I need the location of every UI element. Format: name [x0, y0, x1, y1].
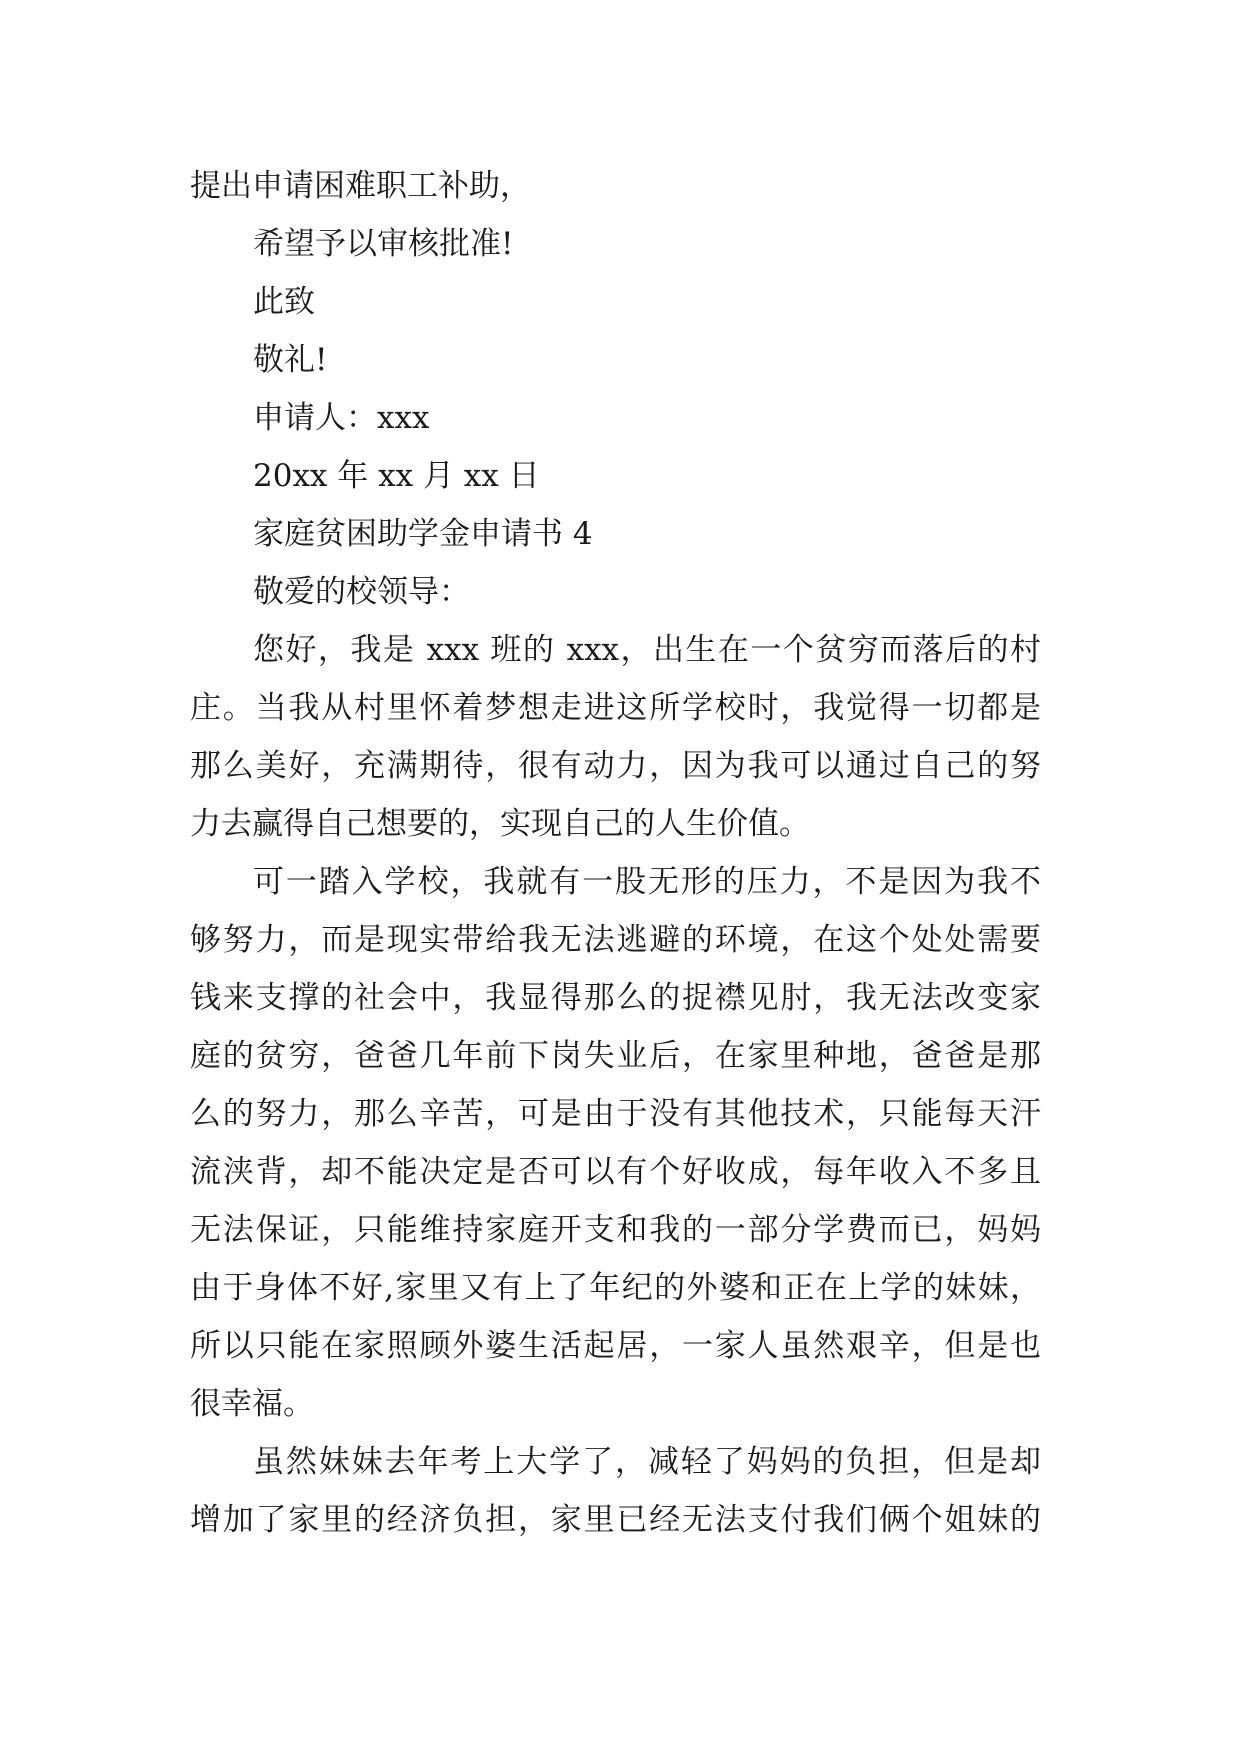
text-line: 家庭贫困助学金申请书 4	[253, 516, 593, 552]
text-line: 么的努力，那么辛苦，可是由于没有其他技术，只能每天汗	[190, 1096, 1041, 1132]
text-line: 钱来支撑的社会中，我显得那么的捉襟见肘，我无法改变家	[190, 980, 1041, 1016]
text-line: 力去赢得自己想要的，实现自己的人生价值。	[190, 806, 810, 842]
text-line: 敬礼!	[253, 342, 328, 378]
text-line: 敬爱的校领导：	[253, 574, 470, 610]
text-line: 很幸福。	[190, 1386, 314, 1422]
text-line: 增加了家里的经济负担，家里已经无法支付我们俩个姐妹的	[190, 1502, 1041, 1538]
text-line: 虽然妹妹去年考上大学了，减轻了妈妈的负担，但是却	[253, 1444, 1041, 1480]
text-line: 够努力，而是现实带给我无法逃避的环境，在这个处处需要	[190, 922, 1041, 958]
text-line: 所以只能在家照顾外婆生活起居，一家人虽然艰辛，但是也	[190, 1328, 1041, 1364]
text-line: 此致	[253, 284, 315, 320]
text-line: 20xx 年 xx 月 xx 日	[253, 458, 540, 494]
text-line: 庄。当我从村里怀着梦想走进这所学校时，我觉得一切都是	[190, 690, 1041, 726]
text-line: 申请人：xxx	[253, 400, 430, 436]
text-line: 提出申请困难职工补助，	[190, 168, 531, 204]
text-line: 庭的贫穷，爸爸几年前下岗失业后，在家里种地，爸爸是那	[190, 1038, 1041, 1074]
text-line: 无法保证，只能维持家庭开支和我的一部分学费而已，妈妈	[190, 1212, 1041, 1248]
text-line: 那么美好，充满期待，很有动力，因为我可以通过自己的努	[190, 748, 1041, 784]
text-line: 由于身体不好,家里又有上了年纪的外婆和正在上学的妹妹，	[190, 1270, 1041, 1306]
text-line: 希望予以审核批准!	[253, 226, 514, 262]
text-line: 可一踏入学校，我就有一股无形的压力，不是因为我不	[253, 864, 1041, 900]
text-line: 您好，我是 xxx 班的 xxx，出生在一个贫穷而落后的村	[253, 632, 1041, 668]
text-line: 流浃背，却不能决定是否可以有个好收成，每年收入不多且	[190, 1154, 1041, 1190]
